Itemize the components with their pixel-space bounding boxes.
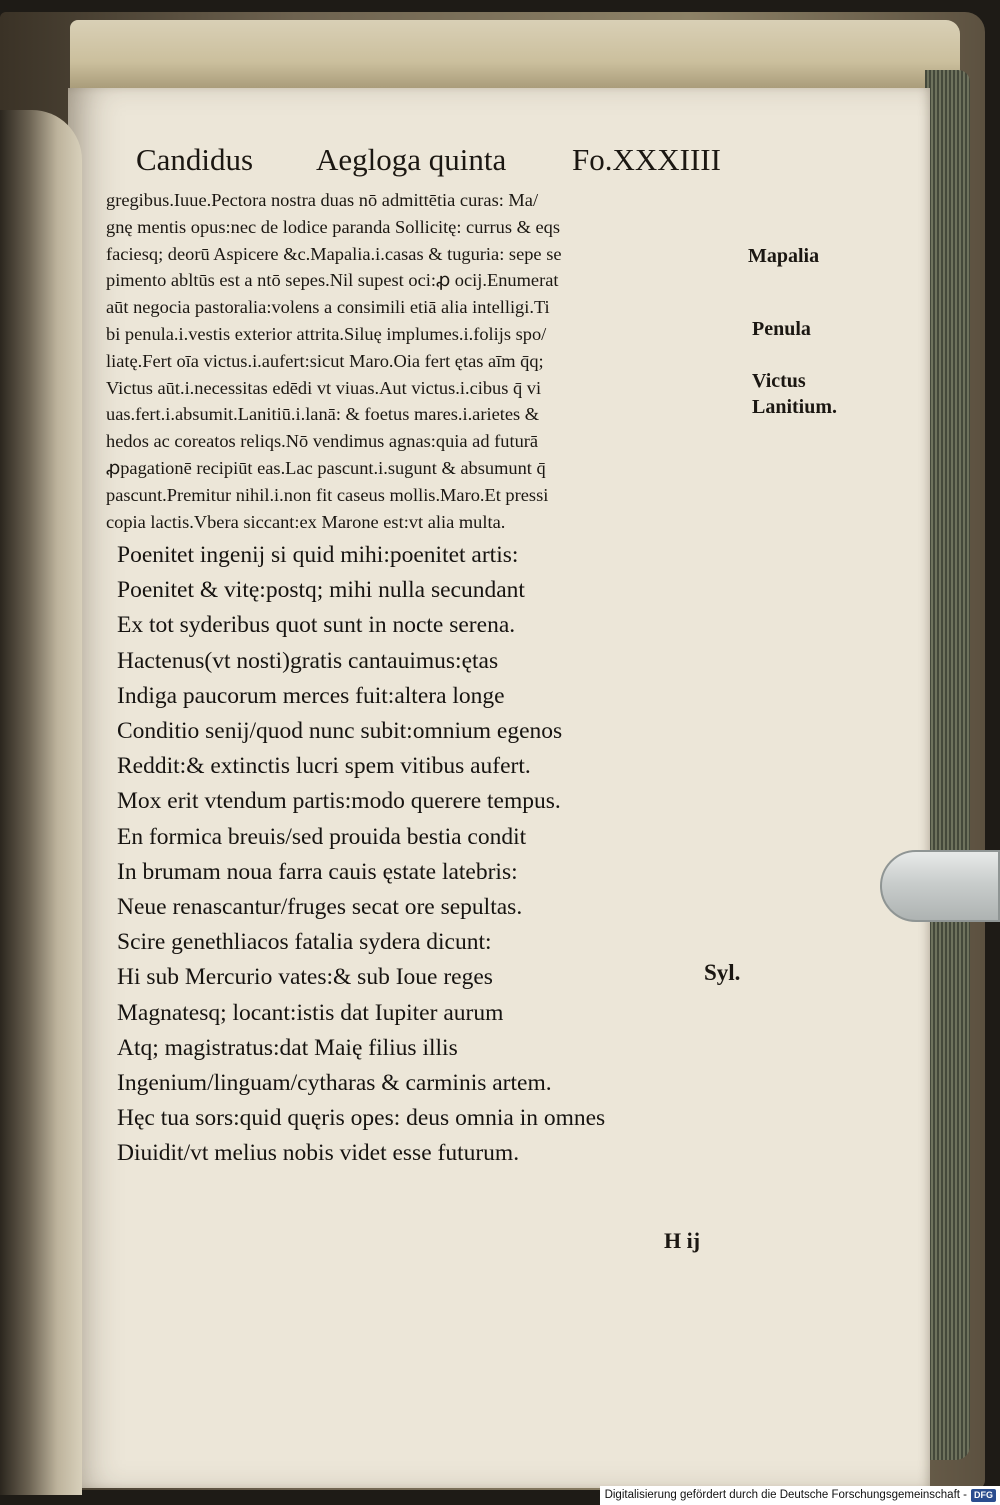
marginal-note-victus: Victus bbox=[752, 370, 806, 392]
commentary-line: faciesq; deorū Aspicere &c.Mapalia.i.casas & tuguria: sepe se bbox=[106, 243, 562, 264]
commentary-line: copia lactis.Vbera siccant:ex Marone est:vt alia multa. bbox=[106, 511, 506, 532]
verse-line: Reddit:& extinctis lucri spem vitibus aufert. bbox=[117, 753, 531, 780]
commentary-line: gregibus.Iuue.Pectora nostra duas nō admittētia curas: Ma/ bbox=[106, 190, 539, 210]
verse-line: Hęc tua sors:quid quęris opes: deus omnia in omnes bbox=[117, 1105, 606, 1132]
dfg-logo-icon: DFG bbox=[971, 1489, 996, 1502]
commentary-line: liatę.Fert oīa victus.i.aufert:sicut Maro.Oia fert ętas aīm q̄q; bbox=[106, 350, 544, 371]
commentary-line: aūt negocia pastoralia:volens a consimili etiā alia intelligi.Ti bbox=[106, 297, 550, 318]
commentary-line: pimento abltūs est a ntō sepes.Nil supest oci:ꝓ ocij.Enumerat bbox=[106, 270, 559, 291]
commentary-line: gnę mentis opus:nec de lodice paranda Sollicitę: currus & eqs bbox=[106, 216, 561, 237]
verse-line: Ingenium/linguam/cytharas & carminis artem. bbox=[117, 1070, 552, 1097]
verse-line: Poenitet ingenij si quid mihi:poenitet artis: bbox=[117, 542, 519, 568]
commentary-line: pascunt.Premitur nihil.i.non fit caseus mollis.Maro.Et pressi bbox=[106, 484, 549, 505]
verse-line: In brumam noua farra cauis ęstate latebris: bbox=[117, 858, 518, 885]
signature-mark: H ij bbox=[664, 1228, 701, 1253]
commentary-block bbox=[106, 187, 766, 535]
footer-text: Digitalisierung gefördert durch die Deutsche Forschungsgemeinschaft - bbox=[604, 1489, 967, 1501]
facing-page-curl bbox=[0, 110, 82, 1495]
verse-line: En formica breuis/sed prouida bestia condit bbox=[117, 823, 527, 850]
marginal-note-penula: Penula bbox=[752, 318, 811, 340]
marginal-note-lanitium: Lanitium. bbox=[752, 396, 838, 418]
verse-block bbox=[117, 538, 757, 1172]
page-holder-clip bbox=[880, 850, 1000, 922]
verse-line: Diuidit/vt melius nobis videt esse futurum. bbox=[117, 1140, 520, 1167]
verse-line: Neue renascantur/fruges secat ore sepultas. bbox=[117, 894, 523, 921]
verse-line: Atq; magistratus:dat Maię filius illis bbox=[117, 1034, 458, 1061]
commentary-line: hedos ac coreatos reliqs.Nō vendimus agnas:quia ad futurā bbox=[106, 431, 539, 452]
verse-line: Hactenus(vt nosti)gratis cantauimus:ętas bbox=[117, 647, 499, 674]
header-left: Candidus bbox=[136, 142, 254, 177]
running-header bbox=[0, 142, 1000, 182]
verse-line: Ex tot syderibus quot sunt in nocte serena. bbox=[117, 612, 516, 639]
folio-number: Fo.XXXIIII bbox=[572, 142, 721, 177]
digitization-footer bbox=[600, 1486, 1000, 1505]
commentary-line: uas.fert.i.absumit.Lanitiū.i.lanā: & foetus mares.i.arietes & bbox=[106, 404, 540, 425]
header-center: Aegloga quinta bbox=[316, 142, 507, 177]
verse-line: Magnatesq; locant:istis dat Iupiter aurum bbox=[117, 999, 504, 1026]
speaker-label-syl: Syl. bbox=[704, 960, 741, 985]
verse-line: Conditio senij/quod nunc subit:omnium egenos bbox=[117, 718, 563, 745]
commentary-line: Victus aūt.i.necessitas edēdi vt viuas.Aut victus.i.cibus q̄ vi bbox=[106, 377, 542, 398]
commentary-line: ꝓpagationē recipiūt eas.Lac pascunt.i.sugunt & absumunt q̄ bbox=[106, 457, 546, 478]
verse-line: Hi sub Mercurio vates:& sub Ioue reges bbox=[117, 964, 493, 991]
verse-line: Mox erit vtendum partis:modo querere tempus. bbox=[117, 788, 561, 815]
verse-line: Indiga paucorum merces fuit:altera longe bbox=[117, 682, 505, 709]
page-stack-top bbox=[70, 20, 960, 90]
marginal-note-mapalia: Mapalia bbox=[748, 245, 820, 267]
verse-line: Scire genethliacos fatalia sydera dicunt: bbox=[117, 929, 492, 956]
page-stack-edge bbox=[925, 70, 970, 1460]
commentary-line: bi penula.i.vestis exterior attrita.Siluę implumes.i.folijs spo/ bbox=[106, 323, 547, 344]
verse-line: Poenitet & vitę:postq; mihi nulla secundant bbox=[117, 577, 525, 604]
